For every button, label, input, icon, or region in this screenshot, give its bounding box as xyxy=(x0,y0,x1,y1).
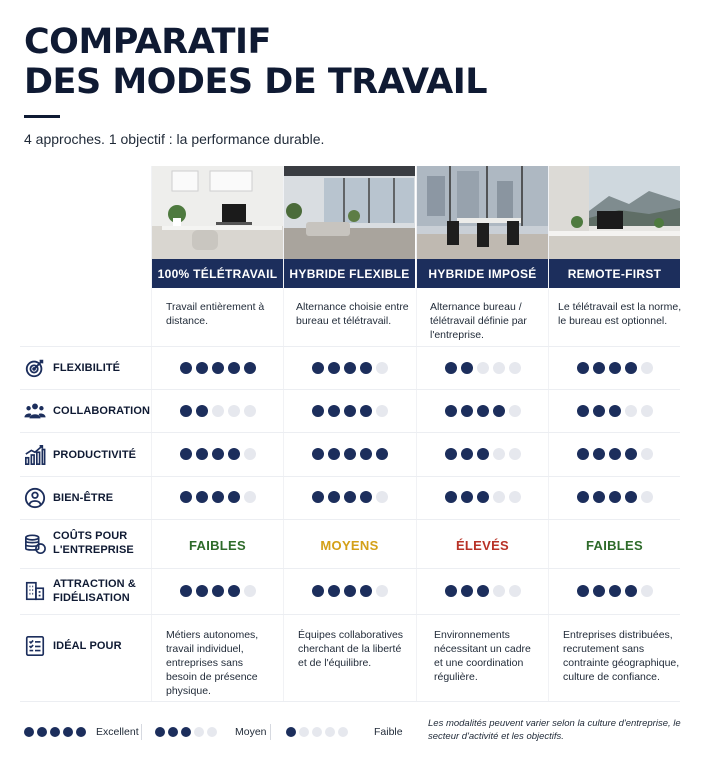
rating-dot-empty xyxy=(228,405,240,417)
rating-dot-filled xyxy=(360,585,372,597)
legend-excellent xyxy=(24,726,139,738)
column-description: Le télétravail est la norme, le bureau est optionnel. xyxy=(558,301,682,327)
rating-dot-filled xyxy=(228,362,240,374)
rating-dot-empty xyxy=(244,448,256,460)
rating-dot-empty xyxy=(493,448,505,460)
rating-dot-filled xyxy=(212,448,224,460)
rating-dot-filled xyxy=(461,491,473,503)
rating-dot-filled xyxy=(212,362,224,374)
rating-dot-filled xyxy=(609,405,621,417)
rating-dot-filled xyxy=(344,491,356,503)
person-icon xyxy=(24,487,46,509)
rating-dots xyxy=(152,405,283,417)
row-label-couts xyxy=(53,529,134,557)
rating-dot-filled xyxy=(312,585,324,597)
column-header-hybride-flexible: HYBRIDE FLEXIBLE xyxy=(284,259,415,288)
row-label-attraction-line2: FIDÉLISATION xyxy=(53,592,130,604)
rating-dot-filled xyxy=(577,491,589,503)
rating-dot-filled xyxy=(212,491,224,503)
home-desk-photo xyxy=(152,166,283,259)
rating-dot-filled xyxy=(328,491,340,503)
rating-dot-empty xyxy=(376,491,388,503)
rating-dot-filled xyxy=(445,491,457,503)
legend-label: Faible xyxy=(374,726,403,738)
rating-dot-filled xyxy=(155,727,165,737)
rating-dot-empty xyxy=(376,362,388,374)
team-icon xyxy=(24,400,46,422)
rating-dot-filled xyxy=(625,362,637,374)
rating-dot-filled xyxy=(609,448,621,460)
rating-dot-filled xyxy=(593,405,605,417)
rating-dot-filled xyxy=(181,727,191,737)
rating-dot-filled xyxy=(360,405,372,417)
rating-dot-filled xyxy=(609,491,621,503)
rating-dot-filled xyxy=(593,362,605,374)
rating-dots xyxy=(284,491,415,503)
ideal-description: Environnements nécessitant un cadre et une coordination régulière. xyxy=(434,629,531,683)
rating-dot-filled xyxy=(477,585,489,597)
row-divider xyxy=(20,432,680,433)
rating-dot-filled xyxy=(168,727,178,737)
rating-dots xyxy=(549,585,680,597)
rating-dot-filled xyxy=(593,491,605,503)
legend-separator xyxy=(270,724,271,740)
row-label-productivite: PRODUCTIVITÉ xyxy=(53,449,137,461)
rating-dot-filled xyxy=(286,727,296,737)
footnote: Les modalités peuvent varier selon la culture d'entreprise, le secteur d'activité et les objectifs. xyxy=(428,718,681,742)
rating-dot-empty xyxy=(325,727,335,737)
rating-dot-filled xyxy=(461,405,473,417)
column-description: Travail entièrement à distance. xyxy=(166,301,265,327)
rating-dots xyxy=(152,491,283,503)
rating-dot-empty xyxy=(244,585,256,597)
rating-dot-filled xyxy=(312,405,324,417)
rating-dot-filled xyxy=(180,491,192,503)
page-title xyxy=(24,22,487,102)
rating-dot-filled xyxy=(445,362,457,374)
rating-dots xyxy=(417,491,548,503)
rating-dot-empty xyxy=(509,585,521,597)
row-label-flexibilite: FLEXIBILITÉ xyxy=(53,362,121,374)
rating-dot-filled xyxy=(180,405,192,417)
rating-dot-empty xyxy=(493,491,505,503)
rating-dot-empty xyxy=(376,405,388,417)
rating-dot-filled xyxy=(461,585,473,597)
rating-dot-filled xyxy=(50,727,60,737)
row-label-attraction-line1: ATTRACTION & xyxy=(53,578,136,590)
legend-label: Moyen xyxy=(235,726,267,738)
row-divider xyxy=(20,568,680,569)
rating-dot-filled xyxy=(477,405,489,417)
rating-dot-filled xyxy=(360,362,372,374)
rating-dots xyxy=(284,448,415,460)
rating-dot-empty xyxy=(493,585,505,597)
rating-dot-empty xyxy=(641,448,653,460)
rating-dot-filled xyxy=(344,585,356,597)
rating-dot-empty xyxy=(509,448,521,460)
building-icon xyxy=(24,580,46,602)
column-description: Alternance bureau / télétravail définie par l'entreprise. xyxy=(430,301,527,341)
rating-dots xyxy=(417,585,548,597)
rating-dot-filled xyxy=(625,448,637,460)
legend-dots xyxy=(155,727,217,737)
rating-dot-empty xyxy=(244,491,256,503)
rating-dot-filled xyxy=(577,585,589,597)
legend-dots xyxy=(24,727,86,737)
lounge-office-photo xyxy=(284,166,415,259)
coins-icon xyxy=(24,533,46,555)
ideal-description: Métiers autonomes, travail individuel, entreprises sans besoin de présence physique. xyxy=(166,629,259,697)
rating-dot-filled xyxy=(360,448,372,460)
rating-dot-filled xyxy=(493,405,505,417)
row-divider xyxy=(20,614,680,615)
rating-dot-filled xyxy=(228,491,240,503)
rating-dots xyxy=(152,448,283,460)
column-header-teletravail: 100% TÉLÉTRAVAIL xyxy=(152,259,283,288)
rating-dot-empty xyxy=(207,727,217,737)
rating-dot-filled xyxy=(312,448,324,460)
rating-dot-filled xyxy=(593,448,605,460)
rating-dots xyxy=(549,491,680,503)
rating-dot-empty xyxy=(299,727,309,737)
rating-dot-filled xyxy=(328,448,340,460)
rating-dot-filled xyxy=(593,585,605,597)
rating-dot-filled xyxy=(196,448,208,460)
rating-dots xyxy=(284,362,415,374)
rating-dot-filled xyxy=(244,362,256,374)
rating-dot-filled xyxy=(461,362,473,374)
cost-value: FAIBLES xyxy=(586,538,643,553)
rating-dot-empty xyxy=(641,405,653,417)
row-divider xyxy=(20,476,680,477)
rating-dot-filled xyxy=(196,491,208,503)
rating-dots xyxy=(417,362,548,374)
cost-value: MOYENS xyxy=(320,538,379,553)
rating-dots xyxy=(152,585,283,597)
rating-dot-filled xyxy=(625,585,637,597)
subtitle: 4 approches. 1 objectif : la performance durable. xyxy=(24,131,325,147)
rating-dot-empty xyxy=(509,405,521,417)
legend-moyen xyxy=(155,726,267,738)
mountain-view-photo xyxy=(549,166,680,259)
rating-dot-empty xyxy=(509,362,521,374)
rating-dot-empty xyxy=(338,727,348,737)
rating-dot-filled xyxy=(24,727,34,737)
rating-dot-filled xyxy=(312,491,324,503)
rating-dot-empty xyxy=(477,362,489,374)
row-label-couts-line2: L'ENTREPRISE xyxy=(53,544,134,556)
rating-dot-filled xyxy=(76,727,86,737)
rating-dot-filled xyxy=(63,727,73,737)
rating-dot-filled xyxy=(461,448,473,460)
row-divider xyxy=(20,519,680,520)
rating-dots xyxy=(417,405,548,417)
rating-dot-empty xyxy=(376,585,388,597)
rating-dot-filled xyxy=(196,585,208,597)
title-underline xyxy=(24,115,60,118)
rating-dot-filled xyxy=(445,585,457,597)
title-line-1: COMPARATIF xyxy=(24,22,271,62)
cost-value: FAIBLES xyxy=(189,538,246,553)
growth-chart-icon xyxy=(24,444,46,466)
cost-value: ÉLEVÉS xyxy=(455,538,510,553)
rating-dot-empty xyxy=(641,362,653,374)
rating-dots xyxy=(549,448,680,460)
rating-dot-filled xyxy=(577,362,589,374)
rating-dot-filled xyxy=(344,362,356,374)
rating-dots xyxy=(284,405,415,417)
rating-dot-filled xyxy=(344,448,356,460)
row-label-couts-line1: COÛTS POUR xyxy=(53,530,128,542)
rating-dot-filled xyxy=(477,448,489,460)
rating-dot-empty xyxy=(509,491,521,503)
rating-dot-filled xyxy=(445,448,457,460)
rating-dot-filled xyxy=(196,405,208,417)
rating-dot-filled xyxy=(312,362,324,374)
rating-dot-empty xyxy=(625,405,637,417)
row-label-bien-etre: BIEN-ÊTRE xyxy=(53,492,114,504)
rating-dot-filled xyxy=(328,405,340,417)
rating-dot-filled xyxy=(477,491,489,503)
legend-separator xyxy=(141,724,142,740)
column-description: Alternance choisie entre bureau et télétravail. xyxy=(296,301,409,327)
rating-dot-filled xyxy=(360,491,372,503)
rating-dot-empty xyxy=(194,727,204,737)
rating-dot-filled xyxy=(609,585,621,597)
rating-dot-filled xyxy=(577,405,589,417)
target-icon xyxy=(24,357,46,379)
rating-dot-empty xyxy=(641,585,653,597)
rating-dot-filled xyxy=(344,405,356,417)
rating-dot-filled xyxy=(180,448,192,460)
row-label-attraction xyxy=(53,577,136,605)
rating-dots xyxy=(152,362,283,374)
legend-dots xyxy=(286,727,348,737)
title-line-2: DES MODES DE TRAVAIL xyxy=(24,62,488,102)
row-divider xyxy=(20,701,680,702)
rating-dot-empty xyxy=(641,491,653,503)
rating-dot-filled xyxy=(196,362,208,374)
legend-faible xyxy=(286,726,403,738)
rating-dot-filled xyxy=(609,362,621,374)
rating-dot-empty xyxy=(212,405,224,417)
row-divider xyxy=(20,346,680,347)
row-label-ideal: IDÉAL POUR xyxy=(53,640,122,652)
rating-dot-empty xyxy=(493,362,505,374)
rating-dot-filled xyxy=(180,362,192,374)
rating-dots xyxy=(284,585,415,597)
ideal-description: Entreprises distribuées, recrutement sans contrainte géographique, culture de confiance. xyxy=(563,629,680,683)
checklist-icon xyxy=(24,635,46,657)
rating-dot-filled xyxy=(228,448,240,460)
rating-dot-filled xyxy=(328,362,340,374)
rating-dot-filled xyxy=(180,585,192,597)
column-header-remote-first: REMOTE-FIRST xyxy=(549,259,680,288)
rating-dot-filled xyxy=(228,585,240,597)
rating-dots xyxy=(549,405,680,417)
column-header-hybride-impose: HYBRIDE IMPOSÉ xyxy=(417,259,548,288)
rating-dots xyxy=(417,448,548,460)
row-divider xyxy=(20,389,680,390)
ideal-description: Équipes collaboratives cherchant de la liberté et de l'équilibre. xyxy=(298,629,404,669)
rating-dot-empty xyxy=(244,405,256,417)
rating-dot-filled xyxy=(212,585,224,597)
rating-dot-filled xyxy=(577,448,589,460)
rating-dot-filled xyxy=(625,491,637,503)
rating-dot-filled xyxy=(376,448,388,460)
rating-dot-filled xyxy=(445,405,457,417)
legend-label: Excellent xyxy=(96,726,139,738)
row-label-collaboration: COLLABORATION xyxy=(53,405,151,417)
rating-dots xyxy=(549,362,680,374)
meeting-room-photo xyxy=(417,166,548,259)
rating-dot-filled xyxy=(37,727,47,737)
rating-dot-empty xyxy=(312,727,322,737)
rating-dot-filled xyxy=(328,585,340,597)
